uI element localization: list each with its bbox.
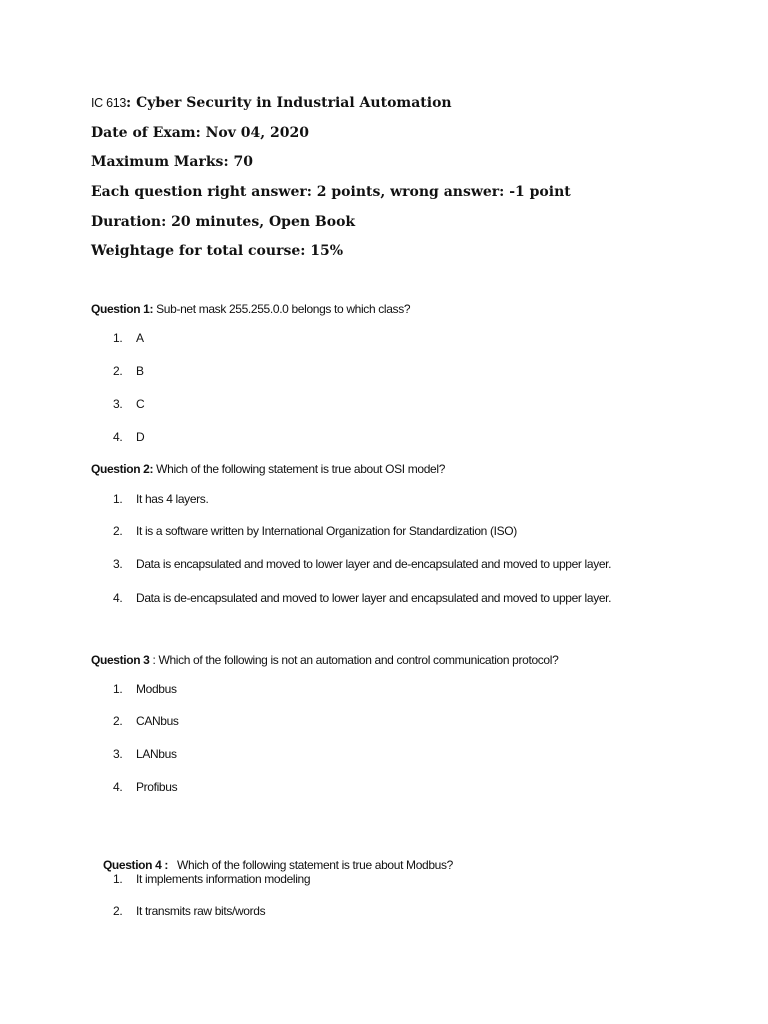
- exam-duration: Duration: 20 minutes, Open Book: [91, 213, 356, 230]
- option-number: 4.: [113, 591, 123, 605]
- question-2-title: [91, 461, 445, 477]
- question-2-option-1: [113, 491, 208, 507]
- option-number: 4.: [113, 780, 123, 794]
- option-text: It implements information modeling: [136, 872, 311, 886]
- option-number: 1.: [113, 331, 123, 345]
- question-2-option-4: [113, 590, 611, 606]
- question-4-option-1: [113, 871, 310, 887]
- option-number: 2.: [113, 364, 123, 378]
- question-3-option-3: [113, 746, 177, 762]
- question-3-option-2: [113, 713, 179, 729]
- question-1-option-1: [113, 330, 144, 346]
- exam-header: [91, 93, 731, 271]
- question-1-option-2: [113, 363, 144, 379]
- question-3-title: [91, 652, 558, 668]
- option-text: Modbus: [136, 682, 177, 696]
- option-text: It transmits raw bits/words: [136, 904, 266, 918]
- question-2-option-2: [113, 523, 517, 539]
- option-text: A: [136, 331, 144, 345]
- question-1-option-3: [113, 396, 144, 412]
- course-weightage: Weightage for total course: 15%: [91, 243, 344, 260]
- option-text: LANbus: [136, 747, 177, 761]
- option-text: It has 4 layers.: [136, 492, 209, 506]
- option-text: Profibus: [136, 780, 178, 794]
- question-3-option-1: [113, 681, 177, 697]
- maximum-marks: Maximum Marks: 70: [91, 154, 253, 171]
- option-number: 2.: [113, 904, 123, 918]
- option-text: B: [136, 364, 144, 378]
- option-number: 3.: [113, 397, 123, 411]
- question-text: : Which of the following is not an automation and control communication protocol?: [149, 653, 559, 667]
- question-text: Which of the following statement is true about OSI model?: [153, 462, 446, 476]
- question-text: Which of the following statement is true about Modbus?: [168, 858, 453, 872]
- question-label: Question 3: [91, 653, 150, 667]
- option-text: It is a software written by International Organization for Standardization (ISO): [136, 524, 517, 538]
- question-text: Sub-net mask 255.255.0.0 belongs to which class?: [153, 302, 411, 316]
- option-number: 1.: [113, 682, 123, 696]
- option-number: 3.: [113, 557, 123, 571]
- course-title-line: [91, 93, 731, 123]
- option-text: C: [136, 397, 145, 411]
- option-number: 4.: [113, 430, 123, 444]
- question-2-option-3: [113, 556, 611, 572]
- option-number: 1.: [113, 872, 123, 886]
- option-text: Data is de-encapsulated and moved to lower layer and encapsulated and moved to upper layer.: [136, 591, 612, 605]
- question-label: Question 2:: [91, 462, 154, 476]
- option-number: 2.: [113, 714, 123, 728]
- exam-date: Date of Exam: Nov 04, 2020: [91, 124, 309, 141]
- question-label: Question 4 :: [102, 858, 169, 872]
- question-4-option-2: [113, 903, 265, 919]
- course-title: : Cyber Security in Industrial Automation: [126, 95, 452, 111]
- option-text: Data is encapsulated and moved to lower layer and de-encapsulated and moved to upper layer.: [136, 557, 612, 571]
- option-number: 1.: [113, 492, 123, 506]
- question-label: Question 1:: [91, 302, 154, 316]
- question-1-option-4: [113, 429, 144, 445]
- course-code: IC 613: [91, 96, 127, 110]
- scoring-rules: Each question right answer: 2 points, wrong answer: -1 point: [91, 184, 571, 201]
- option-text: D: [136, 430, 145, 444]
- question-3-option-4: [113, 779, 177, 795]
- option-number: 3.: [113, 747, 123, 761]
- option-number: 2.: [113, 524, 123, 538]
- option-text: CANbus: [136, 714, 179, 728]
- question-1-title: [91, 301, 410, 317]
